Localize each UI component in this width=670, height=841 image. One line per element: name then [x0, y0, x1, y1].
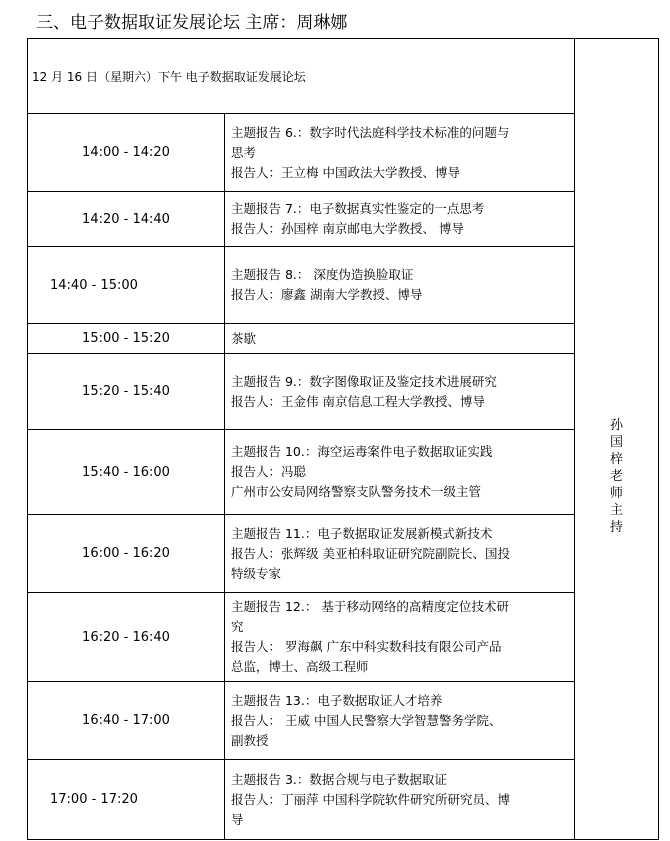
talk-line: 报告人：王金伟 南京信息工程大学教授、博导	[231, 393, 485, 409]
talk-line: 报告人：冯聪	[231, 464, 307, 479]
talk-line: 报告人： 罗海飙 广东中科实数科技有限公司产品	[231, 639, 502, 654]
section-heading: 三、电子数据取证发展论坛 主席：周琳娜	[36, 13, 348, 33]
time-cell: 14:00 - 14:20	[28, 114, 225, 192]
talk-cell	[225, 515, 575, 593]
talk-line: 报告人： 王威 中国人民警察大学智慧警务学院、	[231, 712, 502, 728]
time-cell: 17:00 - 17:20	[28, 760, 225, 840]
time-cell: 14:20 - 14:40	[28, 192, 225, 247]
table-row	[28, 192, 659, 247]
moderator-cell	[575, 114, 659, 840]
talk-line: 主题报告 9.：数字图像取证及鉴定技术进展研究	[231, 373, 497, 389]
break-label: 茶歇	[231, 330, 257, 346]
table-row	[28, 760, 659, 840]
talk-line: 主题报告 8.： 深度伪造换脸取证	[231, 267, 414, 282]
talk-cell	[225, 593, 575, 682]
table-row	[28, 682, 659, 760]
talk-line: 主题报告 13.：电子数据取证人才培养	[231, 692, 443, 708]
talk-cell	[225, 354, 575, 430]
talk-line: 报告人：张辉级 美亚柏科取证研究院副院长、国投	[231, 545, 510, 561]
table-row	[28, 515, 659, 593]
talk-line: 主题报告 3.：数据合规与电子数据取证	[231, 771, 447, 787]
time-cell: 16:40 - 17:00	[28, 682, 225, 760]
time-cell: 14:40 - 15:00	[28, 247, 225, 324]
table-row	[28, 247, 659, 324]
talk-cell	[225, 192, 575, 247]
table-row	[28, 324, 659, 354]
time-cell: 15:40 - 16:00	[28, 430, 225, 515]
time-cell: 15:20 - 15:40	[28, 354, 225, 430]
talk-line: 报告人：王立梅 中国政法大学教授、博导	[231, 164, 460, 180]
talk-line: 广州市公安局网络警察支队警务技术一级主管	[231, 484, 482, 499]
table-row	[28, 593, 659, 682]
moderator-top-cell	[575, 39, 659, 114]
day-header-row	[28, 39, 659, 114]
table-row	[28, 430, 659, 515]
schedule-table	[27, 38, 659, 840]
talk-cell	[225, 430, 575, 515]
talk-line: 主题报告 12.： 基于移动网络的高精度定位技术研	[231, 599, 509, 614]
talk-cell	[225, 324, 575, 354]
talk-line: 究	[231, 619, 244, 634]
talk-line: 思考	[231, 144, 257, 160]
talk-line: 报告人：廖鑫 湖南大学教授、博导	[231, 287, 423, 302]
talk-line: 总监，博士、高级工程师	[231, 659, 369, 674]
talk-cell	[225, 682, 575, 760]
table-row	[28, 114, 659, 192]
talk-cell	[225, 247, 575, 324]
talk-line: 主题报告 10.：海空运毒案件电子数据取证实践	[231, 444, 493, 459]
talk-cell	[225, 760, 575, 840]
time-cell: 15:00 - 15:20	[28, 324, 225, 354]
talk-line: 主题报告 7.：电子数据真实性鉴定的一点思考	[231, 201, 485, 216]
talk-line: 特级专家	[231, 565, 282, 581]
time-cell: 16:00 - 16:20	[28, 515, 225, 593]
talk-line: 导	[231, 811, 244, 827]
talk-cell	[225, 114, 575, 192]
table-row	[28, 354, 659, 430]
talk-line: 报告人：丁丽萍 中国科学院软件研究所研究员、博	[231, 791, 510, 807]
day-header: 12 月 16 日（星期六）下午 电子数据取证发展论坛	[28, 39, 575, 114]
talk-line: 主题报告 11.：电子数据取证发展新模式新技术	[231, 525, 493, 541]
time-cell: 16:20 - 16:40	[28, 593, 225, 682]
talk-line: 副教授	[231, 732, 269, 748]
talk-line: 报告人：孙国梓 南京邮电大学教授、 博导	[231, 221, 464, 236]
talk-line: 主题报告 6.：数字时代法庭科学技术标准的问题与	[231, 124, 510, 140]
moderator-text: 孙国梓老师主持	[609, 417, 623, 535]
